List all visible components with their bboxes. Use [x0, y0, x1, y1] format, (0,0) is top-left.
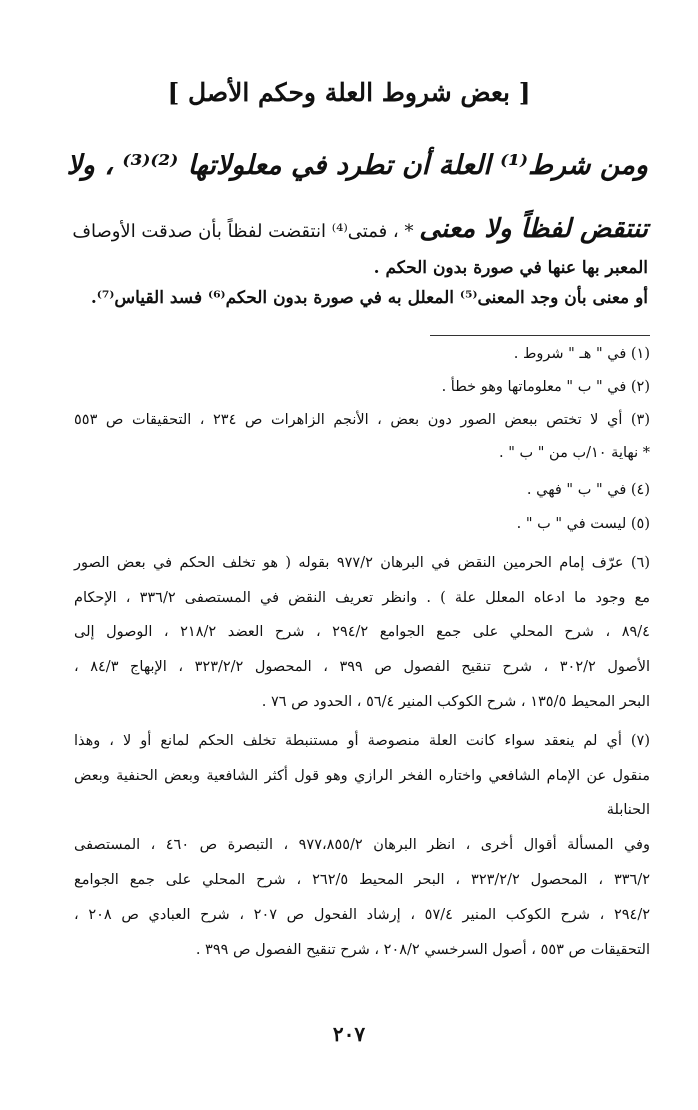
- main-text-line-2-rest: * ، فمتى⁽⁴⁾ انتقضت لفظاً بأن صدقت الأوصاف: [72, 221, 414, 242]
- footnote-7-line-2: منقول عن الإمام الشافعي واختاره الفخر الرازي وهو قول أكثر الشافعية وبعض الحنفية وبعض: [74, 768, 650, 784]
- main-text-line-2: [72, 214, 648, 244]
- footnote-5: (٥) ليست في " ب " .: [516, 516, 650, 532]
- main-text-line-4: أو معنى بأن وجد المعنى⁽⁵⁾ المعلل به في صورة بدون الحكم⁽⁶⁾ فسد القياس⁽⁷⁾.: [90, 288, 648, 308]
- footnote-6-line-1: (٦) عرّف إمام الحرمين النقض في البرهان ٩٧٧/٢ بقوله ( هو تخلف الحكم في بعض الصور: [74, 555, 650, 571]
- footnote-3-marker: * نهاية ١٠/ب من " ب " .: [499, 445, 650, 461]
- page-number: ٢٠٧: [332, 1022, 366, 1046]
- footnote-7-line-7: التحقيقات ص ٥٥٣ ، أصول السرخسي ٢٠٨/٢ ، شرح تنقيح الفصول ص ٣٩٩ .: [195, 942, 650, 958]
- footnote-3: (٣) أي لا تختص ببعض الصور دون بعض ، الأنجم الزاهرات ص ٢٣٤ ، التحقيقات ص ٥٥٣: [74, 412, 651, 428]
- footnote-6-line-4: الأصول ٣٠٢/٢ ، شرح تنقيح الفصول ص ٣٩٩ ، المحصول ٣٢٣/٢/٢ ، الإبهاج ٨٤/٣ ،: [74, 659, 651, 675]
- footnote-7-line-1: (٧) أي لم ينعقد سواء كانت العلة منصوصة أو مستنبطة تخلف الحكم لمانع أو لا ، وهذا: [74, 733, 650, 749]
- footnote-1: (١) في " هـ " شروط .: [513, 346, 650, 362]
- footnote-7-line-4: وفي المسألة أقوال أخرى ، انظر البرهان ٩٧٧،٨٥٥/٢ ، التبصرة ص ٤٦٠ ، المستصفى: [74, 837, 650, 853]
- section-heading: [ بعض شروط العلة وحكم الأصل ]: [167, 78, 531, 107]
- main-text-line-1: ومن شرط⁽¹⁾ العلة أن تطرد في معلولاتها ⁽²⁾⁽³⁾ ، ولا: [66, 150, 648, 181]
- footnote-6-line-2: مع وجود ما ادعاه المعلل علة ) . وانظر تعريف النقض في المستصفى ٣٣٦/٢ ، الإحكام: [74, 590, 650, 606]
- main-text-line-2-bold: تنتقض لفظاً ولا معنى: [419, 214, 648, 244]
- footnote-4: (٤) في " ب " فهي .: [526, 482, 650, 498]
- footnote-7-line-6: ٢٩٤/٢ ، شرح الكوكب المنير ٥٧/٤ ، إرشاد الفحول ص ٢٠٧ ، شرح العبادي ص ٢٠٨ ،: [74, 907, 650, 923]
- main-text-line-3: المعبر بها عنها في صورة بدون الحكم .: [373, 258, 648, 278]
- footnote-6-line-3: ٨٩/٤ ، شرح المحلي على جمع الجوامع ٢٩٤/٢ ، شرح العضد ٢١٨/٢ ، الوصول إلى: [74, 624, 650, 640]
- footnote-divider: [430, 335, 650, 336]
- footnote-7-line-5: ٣٣٦/٢ ، المحصول ٣٢٣/٢/٢ ، البحر المحيط ٢٦٢/٥ ، شرح المحلي على جمع الجوامع: [74, 872, 650, 888]
- footnote-6-line-5: البحر المحيط ١٣٥/٥ ، شرح الكوكب المنير ٥٦/٤ ، الحدود ص ٧٦ .: [261, 694, 650, 710]
- footnote-2: (٢) في " ب " معلوماتها وهو خطأ .: [441, 379, 650, 395]
- footnote-7-line-3: الحنابلة: [606, 802, 650, 818]
